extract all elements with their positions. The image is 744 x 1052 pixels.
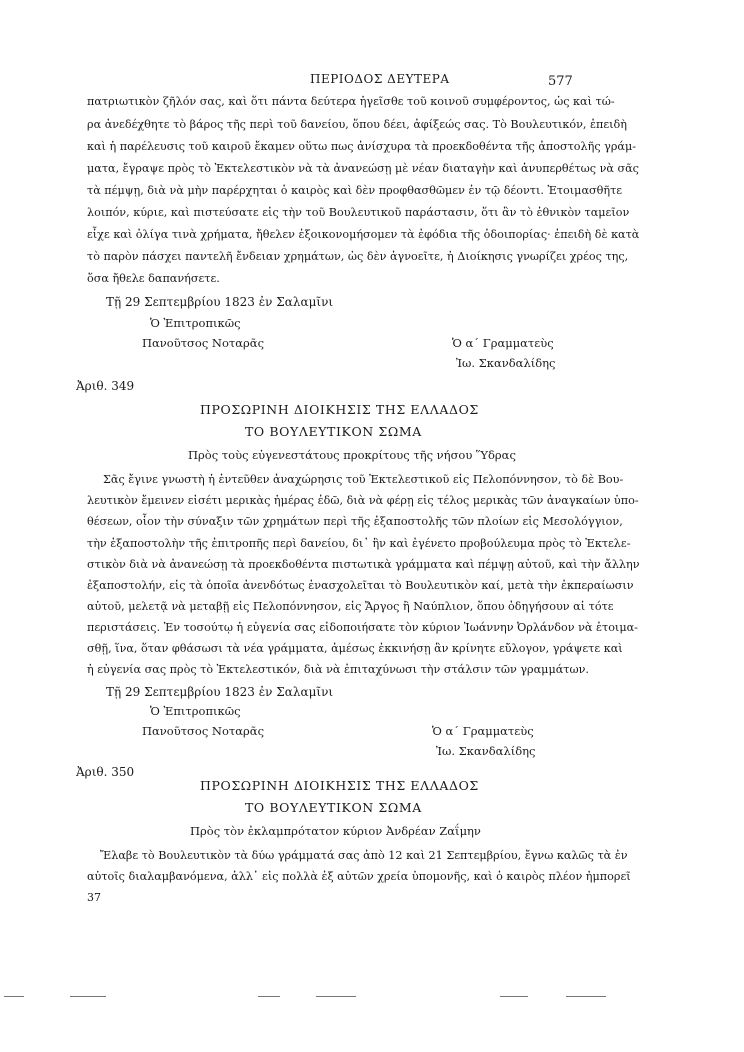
signature-secretary-name: Ἰω. Σκανδαλίδης (456, 356, 556, 370)
signature-secretary-title: Ὁ α΄ Γραμματεὺς (452, 336, 554, 350)
signature-committee-name: Πανοῦτσος Νοταρᾶς (142, 336, 265, 350)
scan-artifact-rule (500, 996, 528, 997)
signature-committee-title: Ὁ Ἐπιτροπικῶς (150, 704, 241, 718)
document-address: Πρὸς τὸν ἐκλαμπρότατον κύριον Ἀνδρέαν Ζαΐμην (190, 824, 481, 838)
scan-artifact-rule (258, 996, 280, 997)
text-line: ἡ εὐγενία σας πρὸς τὸ Ἐκτελεστικόν, διὰ νὰ ἐπιταχύνωσι τὴν στάλσιν τῶν γραμμάτων. (87, 663, 589, 676)
document-subheading: ΤΟ ΒΟΥΛΕΥΤΙΚΟΝ ΣΩΜΑ (245, 424, 422, 439)
document-address: Πρὸς τοὺς εὐγενεστάτους προκρίτους τῆς νήσου Ὕδρας (188, 448, 516, 462)
text-line: λοιπόν, κύριε, καὶ πιστεύσατε εἰς τὴν τοῦ Βουλευτικοῦ παράστασιν, ὅτι ἂν τὸ ἐθνικὸν ταμεῖον (87, 206, 630, 219)
text-line: Ἔλαβε τὸ Βουλευτικὸν τὰ δύω γράμματά σας ἀπὸ 12 καὶ 21 Σεπτεμβρίου, ἔγνω καλῶς τὰ ἐν (100, 849, 628, 862)
text-line: λευτικὸν ἔμεινεν εἰσέτι μερικὰς ἡμέρας ἐδῶ, διὰ νὰ φέρῃ εἰς τέλος μερικὰς τῶν ἀναγκαίων ὑπο- (87, 494, 639, 507)
text-line: σθῇ, ἵνα, ὅταν φθάσωσι τὰ νέα γράμματα, ἀμέσως ἐκκινήσῃ ἂν κρίνητε εὔλογον, γράψετε καὶ (87, 642, 623, 655)
document-heading: ΠΡΟΣΩΡΙΝΗ ΔΙΟΙΚΗΣΙΣ ΤΗΣ ΕΛΛΑΔΟΣ (200, 402, 479, 417)
signature-secretary-title: Ὁ α΄ Γραμματεὺς (432, 724, 534, 738)
text-line: τὰ πέμψῃ, διὰ νὰ μὴν παρέρχηται ὁ καιρὸς καὶ δὲν προφθασθῶμεν ἐν τῷ δέοντι. Ἑτοιμασθῆτε (87, 184, 623, 197)
document-number: Ἀριθ. 349 (76, 379, 135, 393)
text-line: ματα, ἔγραψε πρὸς τὸ Ἐκτελεστικὸν νὰ τὰ ἀνανεώσῃ μὲ νέαν διαταγὴν καὶ ἀνυπερθέτως νὰ σᾶς (87, 162, 639, 175)
scan-artifact-rule (4, 996, 24, 997)
text-line: αὐτοῖς διαλαμβανόμενα, ἀλλ᾽ εἰς πολλὰ ἐξ αὐτῶν χρεία ὑπομονῆς, καὶ ὁ καιρὸς πλέον ἠμπορεῖ (87, 870, 631, 883)
text-line: αὐτοῦ, μελετᾷ νὰ μεταβῇ εἰς Πελοπόννησον, εἰς Ἄργος ἢ Ναύπλιον, ὅπου ὁδηγήσουν αἱ τότε (87, 600, 614, 613)
printer-sheet-mark: 37 (87, 891, 101, 904)
letter-date: Τῇ 29 Σεπτεμβρίου 1823 ἐν Σαλαμῖνι (106, 685, 334, 699)
text-line: θέσεων, οἷον τὴν σύναξιν τῶν χρημάτων περὶ τῆς ἐξαποστολῆς τῶν πλοίων εἰς Μεσολόγγιον, (87, 515, 623, 528)
text-line: στικὸν διὰ νὰ ἀνανεώσῃ τὰ προεκδοθέντα πιστωτικὰ γράμματα καὶ πέμψῃ αὐτοῦ, καὶ τὴν ἄλλην (87, 558, 640, 571)
signature-committee-title: Ὁ Ἐπιτροπικῶς (150, 316, 241, 330)
signature-committee-name: Πανοῦτσος Νοταρᾶς (142, 724, 265, 738)
text-line: εἶχε καὶ ὀλίγα τινὰ χρήματα, ἤθελεν ἐξοικονομήσομεν τὰ ἐφόδια τῆς ὁδοιπορίας· ἐπειδὴ δὲ κατὰ (87, 228, 640, 241)
running-head: ΠΕΡΙΟΔΟΣ ΔΕΥΤΕΡΑ (310, 72, 450, 86)
page-number: 577 (548, 74, 573, 89)
text-line: καὶ ἡ παρέλευσις τοῦ καιροῦ ἔκαμεν οὕτω πως ἀνίσχυρα τὰ προεκδοθέντα τῆς ἀποστολῆς γράμ- (87, 140, 637, 153)
text-line: πατριωτικὸν ζῆλόν σας, καὶ ὅτι πάντα δεύτερα ἡγεῖσθε τοῦ κοινοῦ συμφέροντος, ὡς καὶ τώ- (87, 95, 615, 108)
document-number: Ἀριθ. 350 (76, 765, 135, 779)
document-heading: ΠΡΟΣΩΡΙΝΗ ΔΙΟΙΚΗΣΙΣ ΤΗΣ ΕΛΛΑΔΟΣ (200, 778, 479, 793)
letter-date: Τῇ 29 Σεπτεμβρίου 1823 ἐν Σαλαμῖνι (106, 295, 334, 309)
text-line: ἐξαποστολήν, εἰς τὰ ὁποῖα ἀνενδότως ἐνασχολεῖται τὸ Βουλευτικὸν καί, μετὰ τὴν ἐκπεραίωσιν (87, 579, 634, 592)
scan-artifact-rule (316, 996, 356, 997)
signature-secretary-name: Ἰω. Σκανδαλίδης (436, 744, 536, 758)
text-line: ὅσα ἤθελε δαπανήσετε. (87, 272, 220, 285)
text-line: τὸ παρὸν πάσχει παντελῆ ἔνδειαν χρημάτων, ὡς δὲν ἀγνοεῖτε, ἡ Διοίκησις γνωρίζει χρέος της, (87, 250, 629, 263)
text-line: περιστάσεις. Ἐν τοσούτῳ ἡ εὐγενία σας εἰδοποιήσατε τὸν κύριον Ἰωάννην Ὀρλάνδον νὰ ἑτοιμα- (87, 621, 638, 634)
text-line: τὴν ἐξαποστολὴν τῆς ἐπιτροπῆς περὶ δανείου, δι᾽ ἣν καὶ ἐγένετο προβούλευμα πρὸς τὸ Ἐκτελε- (87, 537, 631, 550)
document-subheading: ΤΟ ΒΟΥΛΕΥΤΙΚΟΝ ΣΩΜΑ (245, 800, 422, 815)
text-line: Σᾶς ἔγινε γνωστὴ ἡ ἐντεῦθεν ἀναχώρησις τοῦ Ἐκτελεστικοῦ εἰς Πελοπόννησον, τὸ δὲ Βου- (103, 473, 624, 486)
scan-artifact-rule (566, 996, 606, 997)
text-line: ρα ἀνεδέχθητε τὸ βάρος τῆς περὶ τοῦ δανείου, ὅπου δέει, ἀφίξεώς σας. Τὸ Βουλευτικόν, ἐπειδὴ (87, 118, 627, 131)
scan-artifact-rule (70, 996, 106, 997)
